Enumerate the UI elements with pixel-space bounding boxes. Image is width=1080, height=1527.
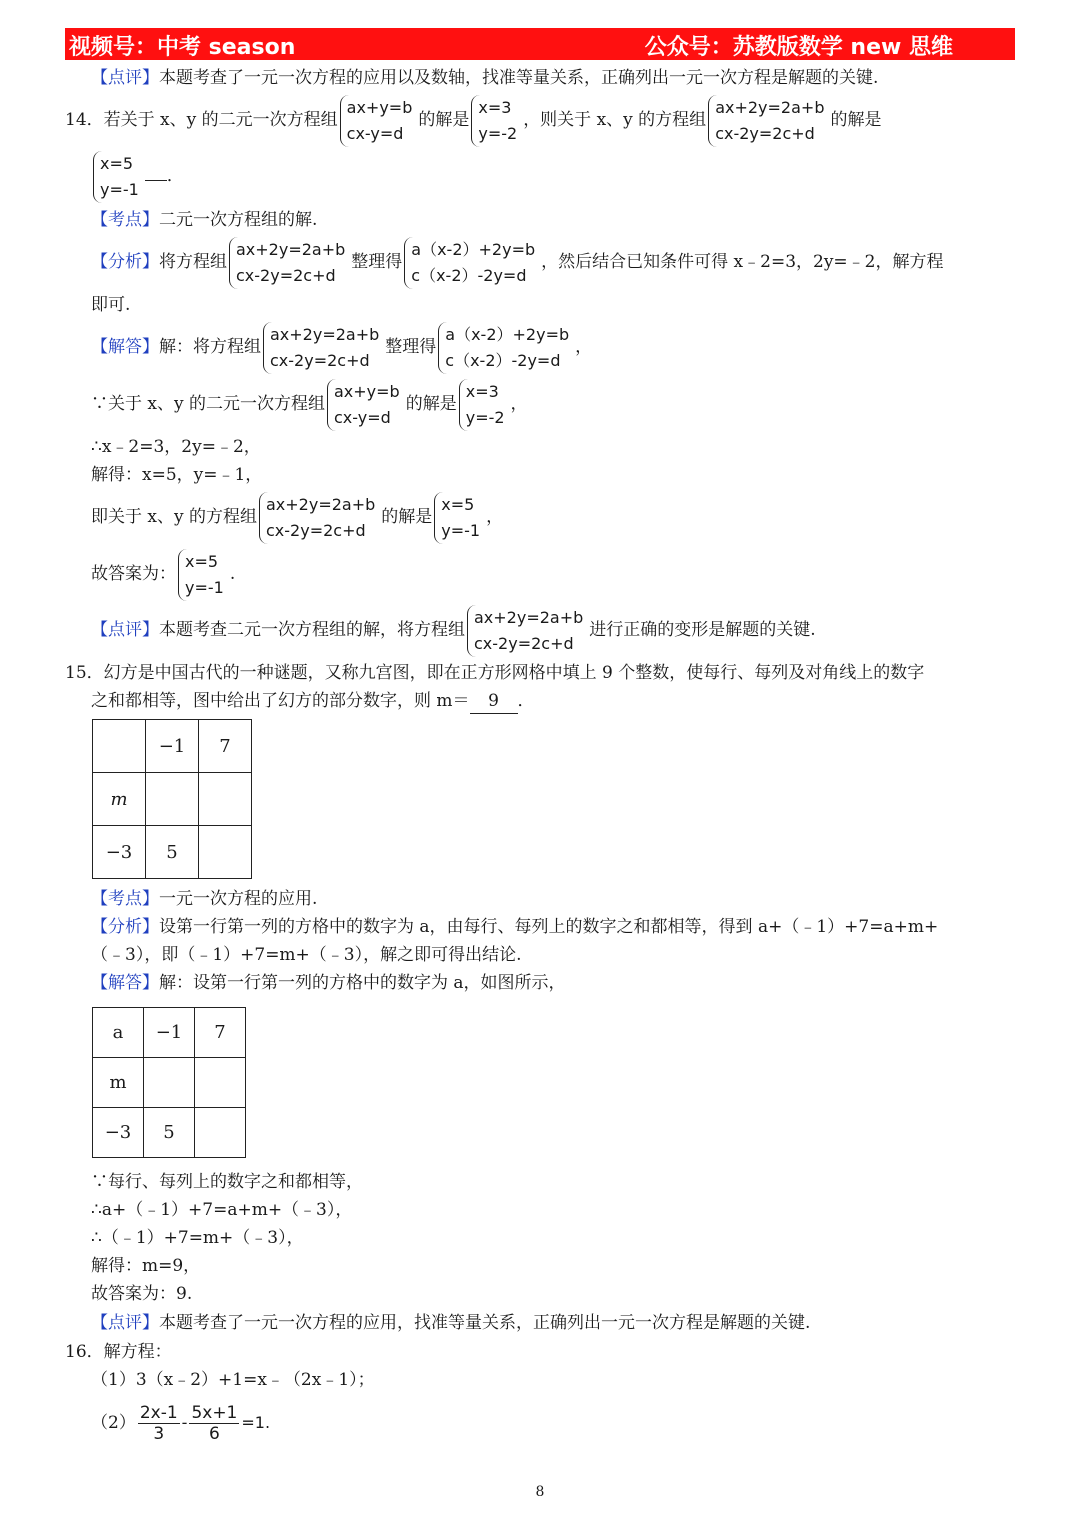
system-brace: ax+2y=2a+b cx-2y=2c+d xyxy=(263,322,383,374)
system-brace: ax+y=b cx-y=d xyxy=(327,379,404,431)
fraction: $\frac{5x+1}{6}$ xyxy=(191,1403,238,1444)
fraction: $\frac{2x-1}{3}$ xyxy=(139,1403,178,1444)
system-brace: ax+2y=2a+b cx-2y=2c+d xyxy=(708,95,828,147)
system-brace: x=3 y=-2 xyxy=(459,379,509,431)
system-brace: ax+2y=2a+b cx-2y=2c+d xyxy=(259,492,379,544)
q14-review: 【点评】本题考查二元一次方程组的解，将方程组 ax+2y=2a+b cx-2y=2c+d 进行正确的变形是解题的关键. xyxy=(91,604,816,657)
q15-step5: 故答案为：9. xyxy=(91,1284,193,1304)
header-banner xyxy=(65,28,1015,60)
header-left: 视频号：中考 season xyxy=(69,35,296,60)
system-brace: x=5 y=-1 xyxy=(434,492,484,544)
q14-answer-blank: x=5 y=-1 ． xyxy=(91,150,184,203)
q15-step2: ∴a+（﹣1）+7=a+m+（﹣3）， xyxy=(91,1200,353,1220)
q14-analysis-end: 即可. xyxy=(91,295,131,315)
q15-step3: ∴（﹣1）+7=m+（﹣3）， xyxy=(91,1228,304,1248)
magic-square-2: a −1 7 m −3 5 xyxy=(92,1007,246,1158)
q14-line1: ∵关于 x、y 的二元一次方程组 ax+y=b cx-y=d 的解是 x=3 y=-2 ， xyxy=(91,378,528,431)
review-tag: 【点评】 xyxy=(91,68,159,88)
system-brace: a（x-2）+2y=b c（x-2）-2y=d xyxy=(404,237,539,289)
q14-line2: ∴x﹣2=3，2y=﹣2， xyxy=(91,437,261,457)
q16-part2: （2） $\frac{2x-1}{3}$ - $\frac{5x+1}{6}$ =1. xyxy=(91,1403,271,1444)
q15-analysis-2: （﹣3），即（﹣1）+7=m+（﹣3），解之即可得出结论. xyxy=(91,945,522,965)
system-brace: x=5 y=-1 xyxy=(178,549,228,601)
q15-step1: ∵每行、每列上的数字之和都相等， xyxy=(91,1172,363,1192)
q14-solution: 【解答】解：将方程组 ax+2y=2a+b cx-2y=2c+d 整理得 a（x-2）+2y=b c（x-2）-2y=d ， xyxy=(91,321,592,374)
page-number: 8 xyxy=(535,1484,545,1500)
system-brace: ax+2y=2a+b cx-2y=2c+d xyxy=(229,237,349,289)
header-right: 公众号：苏教版数学 new 思维 xyxy=(644,35,953,60)
q14-line3: 解得：x=5，y=﹣1， xyxy=(91,465,263,485)
magic-square-1: −1 7 m −3 5 xyxy=(92,719,252,879)
q16-part1: （1）3（x﹣2）+1=x﹣（2x﹣1）； xyxy=(91,1370,375,1390)
system-brace: a（x-2）+2y=b c（x-2）-2y=d xyxy=(438,322,573,374)
q15-stem-1: 15．幻方是中国古代的一种谜题，又称九宫图，即在正方形网格中填上 9 个整数，使每行、每列及对角线上的数字 xyxy=(65,663,925,683)
q16-stem: 16．解方程： xyxy=(65,1342,172,1362)
q14-stem: 14．若关于 x、y 的二元一次方程组 ax+y=b cx-y=d 的解是 x=3 y=-2 ，则关于 x、y 的方程组 ax+2y=2a+b cx-2y=2c+d 的解是 xyxy=(65,94,881,147)
q15-stem-2: 之和都相等，图中给出了幻方的部分数字，则 m＝ 9 ． xyxy=(91,689,535,714)
q15-solution: 【解答】解：设第一行第一列的方格中的数字为 a，如图所示， xyxy=(91,973,566,993)
answer-system: x=5 y=-1 xyxy=(93,151,143,203)
q15-analysis: 【分析】设第一行第一列的方格中的数字为 a，由每行、每列上的数字之和都相等，得到 a+（﹣1）+7=a+m+ xyxy=(91,917,939,937)
q14-final: 故答案为： x=5 y=-1 . xyxy=(91,548,235,601)
q15-step4: 解得：m=9， xyxy=(91,1256,201,1276)
top-review: 【点评】本题考查了一元一次方程的应用以及数轴，找准等量关系，正确列出一元一次方程是解题的关键. xyxy=(91,68,879,88)
system-brace: ax+y=b cx-y=d xyxy=(340,95,417,147)
system-brace: ax+2y=2a+b cx-2y=2c+d xyxy=(467,605,587,657)
answer-blank: 9 xyxy=(470,689,518,714)
q14-analysis: 【分析】将方程组 ax+2y=2a+b cx-2y=2c+d 整理得 a（x-2）+2y=b c（x-2）-2y=d ，然后结合已知条件可得 x﹣2=3，2y=﹣2，解方程 xyxy=(91,236,944,289)
q15-review: 【点评】本题考查了一元一次方程的应用，找准等量关系，正确列出一元一次方程是解题的关键. xyxy=(91,1313,811,1333)
q14-line4: 即关于 x、y 的方程组 ax+2y=2a+b cx-2y=2c+d 的解是 x=5 y=-1 ， xyxy=(91,491,503,544)
q14-point: 【考点】二元一次方程组的解. xyxy=(91,210,318,230)
q15-point: 【考点】一元一次方程的应用. xyxy=(91,889,318,909)
system-brace: x=3 y=-2 xyxy=(471,95,521,147)
